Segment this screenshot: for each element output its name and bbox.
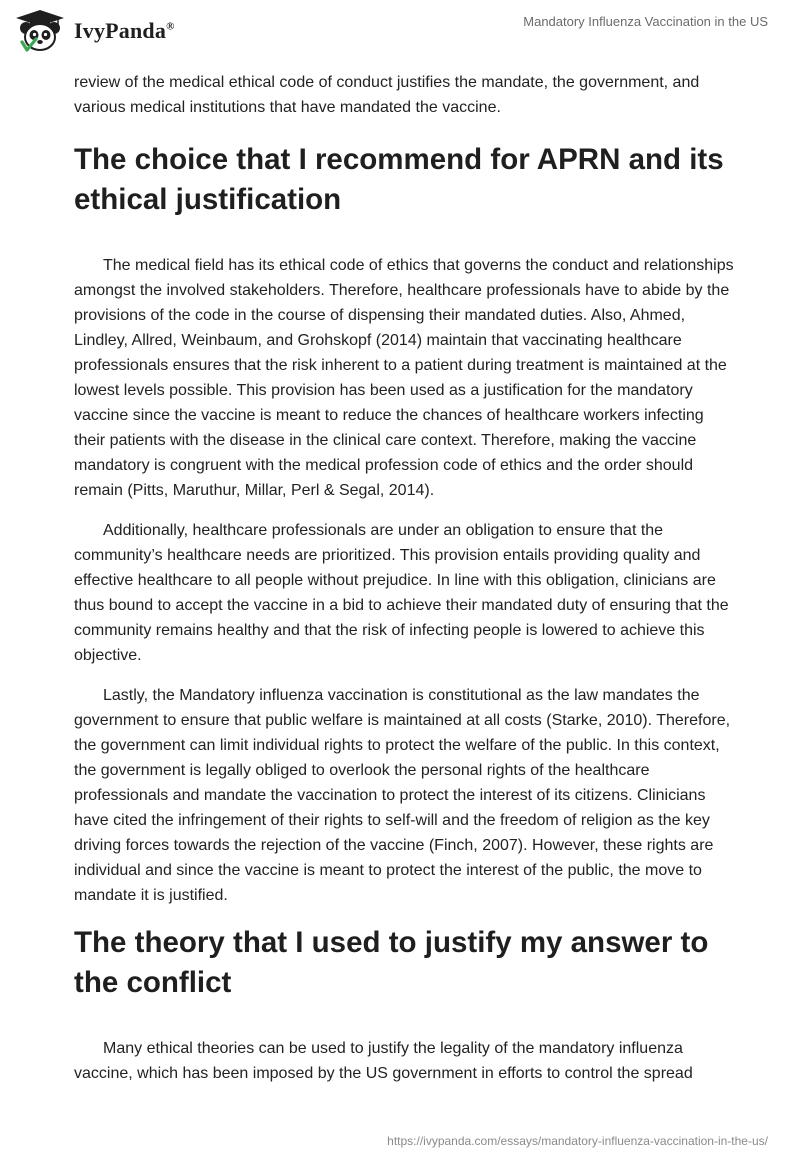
document-title: Mandatory Influenza Vaccination in the US xyxy=(523,14,768,29)
section-heading-recommendation: The choice that I recommend for APRN and its ethical justification xyxy=(74,143,724,216)
panda-graduate-icon xyxy=(14,8,66,54)
brand-name: IvyPanda® xyxy=(74,18,175,43)
page-header xyxy=(0,0,800,60)
intro-paragraph: review of the medical ethical code of conduct justifies the mandate, the government, and various medical institutions that have mandated the vaccine. xyxy=(74,74,700,116)
paragraph: Many ethical theories can be used to justify the legality of the mandatory influenza vaccine, which has been imposed by the US government in efforts to control the spread xyxy=(74,1040,693,1082)
paragraph: Lastly, the Mandatory influenza vaccination is constitutional as the law mandates the government to ensure that public welfare is maintained at all costs (Starke, 2010). Therefore, the government can limit individual rights to protect the welfare of the public. In this context, the government is legally obliged to overlook the personal rights of the healthcare professionals and mandate the vaccination to protect the interest of its citizens. Clinicians have cited the infringement of their rights to self-will and the freedom of religion as the key driving forces towards the rejection of the vaccine (Finch, 2007). However, these rights are individual and since the vaccine is meant to protect the interest of the public, the move to mandate it is justified. xyxy=(74,687,731,904)
paragraph: Additionally, healthcare professionals are under an obligation to ensure that the community’s healthcare needs are prioritized. This provision entails providing quality and effective healthcare to all people without prejudice. In line with this obligation, clinicians are thus bound to accept the vaccine in a bid to achieve their mandated duty of ensuring that the community remains healthy and that the risk of infecting people is lowered to achieve this objective. xyxy=(74,522,729,664)
source-url-link[interactable]: https://ivypanda.com/essays/mandatory-influenza-vaccination-in-the-us/ xyxy=(387,1134,768,1148)
section-heading-theory: The theory that I used to justify my answer to the conflict xyxy=(74,926,709,999)
essay-content xyxy=(74,70,734,1101)
brand-logo-link[interactable] xyxy=(14,8,175,54)
paragraph: The medical field has its ethical code of ethics that governs the conduct and relationships amongst the involved stakeholders. Therefore, healthcare professionals have to abide by the provisions of the code in the course of dispensing their mandated duties. Also, Ahmed, Lindley, Allred, Weinbaum, and Grohskopf (2014) maintain that vaccinating healthcare professionals ensures that the risk inherent to a patient during treatment is maintained at the lowest levels possible. This provision has been used as a justification for the mandatory vaccine since the vaccine is meant to reduce the chances of healthcare workers infecting their patients with the disease in the clinical care context. Therefore, making the vaccine mandatory is congruent with the medical profession code of ethics and the order should remain (Pitts, Maruthur, Millar, Perl & Segal, 2014). xyxy=(74,257,734,499)
